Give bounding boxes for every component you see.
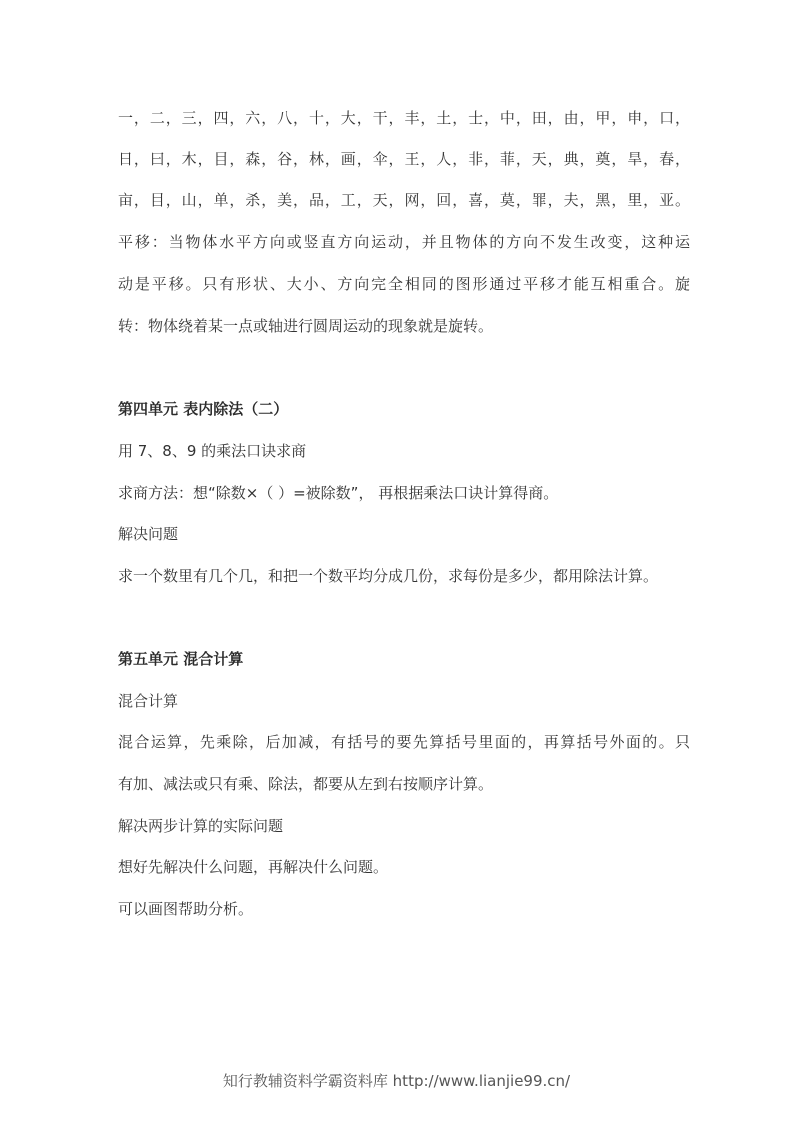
unit5-problem-line-2: 可以画图帮助分析。	[118, 900, 254, 918]
translation-paragraph-line-1: 平移：当物体水平方向或竖直方向运动，并且物体的方向不发生改变，这种运	[118, 233, 690, 251]
unit5-rule-line-2: 有加、减法或只有乘、除法，都要从左到右按顺序计算。	[118, 775, 494, 793]
unit5-heading: 第五单元 混合计算	[118, 650, 244, 668]
unit4-problem-heading: 解决问题	[118, 525, 179, 543]
character-list-line-2: 日，曰，木，目，森，谷，林，画，伞，王，人，非，菲，天，典，奠，旱，春，	[118, 150, 690, 168]
unit5-problem-line-1: 想好先解决什么问题，再解决什么问题。	[118, 858, 389, 876]
character-list-line-3: 亩，目，山，单，杀，美，品，工，天，网，回，喜，莫，罪，夫，黑，里，亚。	[118, 191, 690, 209]
unit5-subtitle: 混合计算	[118, 692, 179, 710]
character-list-line-1: 一，二，三，四，六，八，十，大，干，丰，土，士，中，田，由，甲，申，口，	[118, 109, 690, 127]
unit5-rule-line-1: 混合运算，先乘除，后加减，有括号的要先算括号里面的，再算括号外面的。只	[118, 733, 690, 751]
page-footer: 知行教辅资料学霸资料库 http://www.lianjie99.cn/	[222, 1072, 571, 1090]
unit5-problem-heading: 解决两步计算的实际问题	[118, 817, 284, 835]
translation-paragraph-line-2: 动是平移。只有形状、大小、方向完全相同的图形通过平移才能互相重合。旋	[118, 275, 690, 293]
unit4-heading: 第四单元 表内除法（二）	[118, 400, 289, 418]
unit4-subtitle: 用 7、8、9 的乘法口诀求商	[118, 442, 307, 460]
translation-paragraph-line-3: 转：物体绕着某一点或轴进行圆周运动的现象就是旋转。	[118, 317, 494, 335]
unit4-problem-text: 求一个数里有几个几，和把一个数平均分成几份，求每份是多少，都用除法计算。	[118, 567, 659, 585]
unit4-method: 求商方法：想“除数×（ ）=被除数”， 再根据乘法口诀计算得商。	[118, 484, 559, 502]
